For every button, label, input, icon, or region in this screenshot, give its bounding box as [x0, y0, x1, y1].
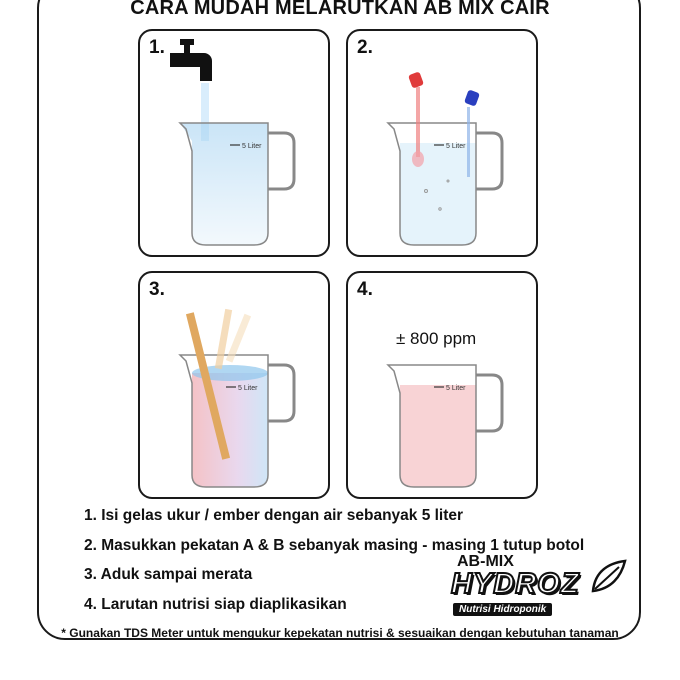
jug-illustration [348, 273, 540, 501]
jug-illustration [140, 273, 332, 501]
panel-step-3 [138, 271, 330, 499]
hydroz-logo [449, 553, 629, 623]
instruction-step: 4. Larutan nutrisi siap diaplikasikan [84, 596, 347, 613]
instruction-step: 3. Aduk sampai merata [84, 566, 253, 583]
step-number: 3. [149, 279, 165, 300]
step-number: 2. [357, 37, 373, 58]
step-number: 4. [357, 279, 373, 300]
leaf-icon [589, 557, 629, 597]
step-number: 1. [149, 37, 165, 58]
jug-label: 5 Liter [446, 385, 466, 392]
ppm-reading: ± 800 ppm [396, 329, 477, 348]
panel-step-4 [346, 271, 538, 499]
footnote: * Gunakan TDS Meter untuk mengukur kepekatan nutrisi & sesuaikan dengan kebutuhan tanaman [61, 626, 619, 640]
logo-tagline: Nutrisi Hidroponik [453, 603, 552, 616]
jug-label: 5 Liter [238, 385, 258, 392]
instruction-step: 1. Isi gelas ukur / ember dengan air sebanyak 5 liter [84, 507, 464, 524]
instruction-step: 2. Masukkan pekatan A & B sebanyak masing - masing 1 tutup botol [84, 537, 585, 554]
jug-label: 5 Liter [446, 143, 466, 150]
panel-step-2 [346, 29, 538, 257]
logo-product: AB-MIX [457, 553, 514, 570]
jug-label: 5 Liter [242, 143, 262, 150]
jug-illustration [140, 31, 332, 259]
panel-step-1 [138, 29, 330, 257]
faucet-icon [170, 39, 212, 81]
jug-illustration [348, 31, 540, 259]
page-title: CARA MUDAH MELARUTKAN AB MIX CAIR [130, 0, 550, 19]
logo-brand: HYDROZ [451, 568, 580, 600]
